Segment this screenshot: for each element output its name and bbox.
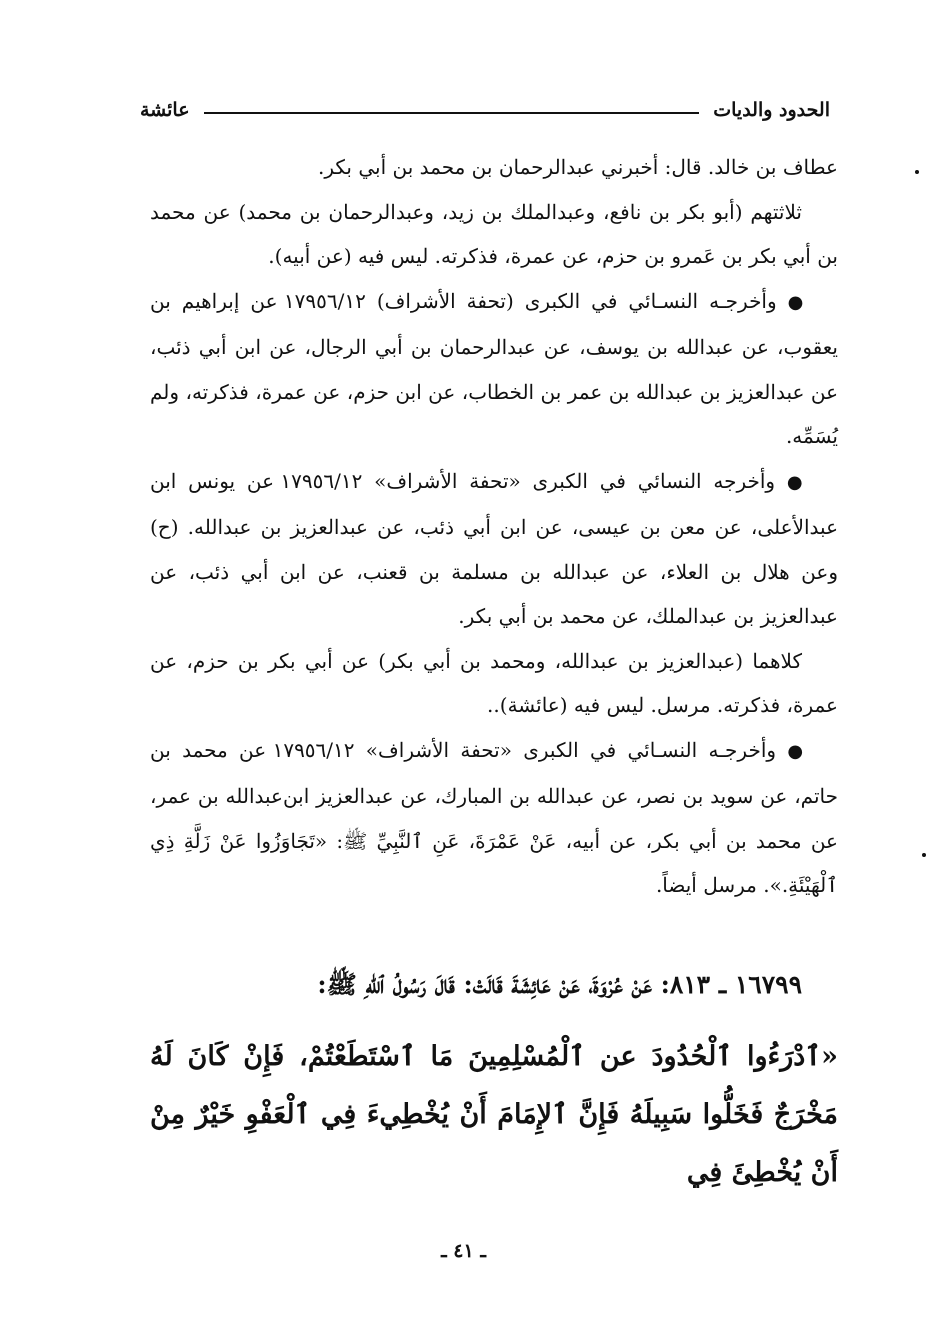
scan-speck [922, 853, 926, 857]
paragraph [150, 728, 838, 908]
paragraph-text: وأخرجـه النسـائي في الكبرى (تحفة الأشراف) ١٧٩٥٦/١٢ عن إبراهيم بن يعقوب، عن عبدالله بن يوسف، عن عبدالرحمان بن أبي الرجال، عن ابن أبي ذئب، عن عبدالعزيز بن عبدالله بن عمر بن الخطاب، عن ابن حزم، عن عمرة، فذكرته، ولم يُسَمِّه. [150, 288, 838, 448]
section-gap [150, 908, 838, 960]
hadith-text: «ٱدْرَءُوا ٱلْحُدُودَ عن ٱلْمُسْلِمِينَ مَا ٱسْتَطَعْتُمْ، فَإِنْ كَانَ لَهُ مَخْرَجٌ فَخَلُّوا سَبِيلَهُ فَإِنَّ ٱلإِمَامَ أَنْ يُخْطِيءَ فِي ٱلْعَفْوِ خَيْرٌ مِنْ أَنْ يُخْطِئَ فِي [150, 1040, 838, 1188]
paragraph-text: وأخرجه النسائي في الكبرى «تحفة الأشراف» ١٧٩٥٦/١٢ عن يونس ابن عبدالأعلى، عن معن بن عيسى، عن ابن أبي ذئب، عن عبدالعزيز بن عبدالله. (ح) وعن هلال بن العلاء، عن عبدالله بن مسلمة بن قعنب، عن ابن أبي ذئب، عن عبدالعزيز بن عبدالملك، عن محمد بن أبي بكر. [150, 468, 838, 628]
paragraph: كلاهما (عبدالعزيز بن عبدالله، ومحمد بن أبي بكر) عن أبي بكر بن حزم، عن عمرة، فذكرته. مرسل. ليس فيه (عائشة).. [150, 648, 838, 717]
scan-speck [915, 170, 919, 174]
section-subject: عائشة [140, 99, 190, 121]
paragraph: عطاف بن خالد. قال: أخبرني عبدالرحمان بن محمد بن أبي بكر. [317, 155, 838, 179]
paragraph [150, 279, 838, 459]
hadith-heading: ١٦٧٩٩ ـ ٨١٣: عَنْ عُرْوَةَ، عَنْ عَائِشَةَ قَالَتْ: قَالَ رَسُولُ ٱللهِ ﷺ: [317, 969, 802, 999]
running-header [140, 94, 830, 126]
paragraph-text: وأخرجـه النسـائي في الكبرى «تحفة الأشراف» ١٧٩٥٦/١٢ عن محمد بن حاتم، عن سويد بن نصر، عن عبدالله بن المبارك، عن عبدالعزيز ابن‌عبدالله بن عمر، عن محمد بن أبي بكر، عن أبيه، عَنْ عَمْرَةَ، عَنِ ٱلنَّبِيِّ ﷺ: «تَجَاوَزُوا عَنْ زَلَّةِ ذِي ٱلْهَيْئَةِ.». مرسل أيضاً. [150, 737, 838, 897]
book-title: الحدود والديات [713, 99, 830, 121]
page-number: ـ ٤١ ـ [441, 1240, 486, 1262]
header-rule [204, 112, 700, 114]
bullet-icon: ● [786, 471, 809, 493]
paragraph: ثلاثتهم (أبو بكر بن نافع، وعبدالملك بن زيد، وعبدالرحمان بن محمد) عن محمد بن أبي بكر بن عَمرو بن حزم، عن عمرة، فذكرته. ليس فيه (عن أبيه). [150, 199, 838, 268]
page-body [150, 145, 838, 1202]
paragraph [150, 459, 838, 639]
bullet-icon: ● [787, 740, 808, 762]
bullet-icon: ● [787, 291, 808, 313]
